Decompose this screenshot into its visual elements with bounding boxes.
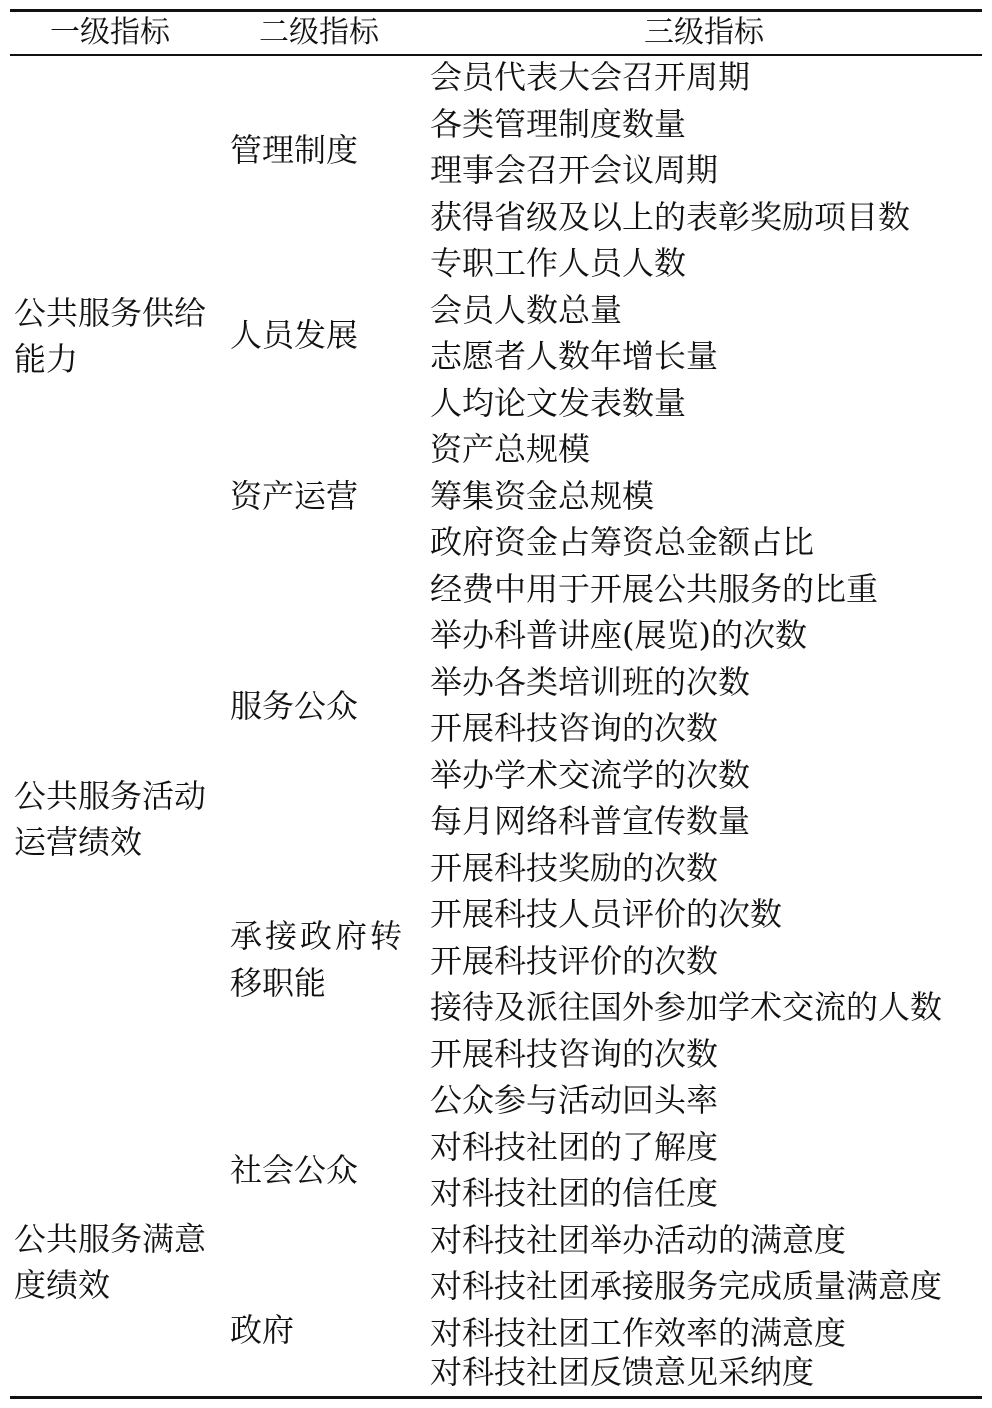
level1-line: 运营绩效: [14, 823, 143, 861]
level1-line: 度绩效: [14, 1266, 111, 1304]
level3-item: 人均论文发表数量: [430, 384, 687, 422]
level3-item: 政府资金占筹资总金额占比: [430, 523, 815, 561]
level3-item: 每月网络科普宣传数量: [430, 802, 751, 840]
header-level2: 二级指标: [259, 15, 379, 50]
level3-item: 对科技社团的信任度: [430, 1174, 719, 1212]
level3-item: 经费中用于开展公共服务的比重: [430, 570, 879, 608]
level1-line: 公共服务满意: [14, 1220, 207, 1258]
level3-item: 开展科技奖励的次数: [430, 849, 719, 887]
level2-line: 政府: [230, 1311, 295, 1349]
level2-line: 资产运营: [230, 477, 359, 515]
level3-item: 对科技社团举办活动的满意度: [430, 1221, 847, 1259]
level2-line: 移职能: [230, 964, 327, 1002]
level3-item: 对科技社团工作效率的满意度: [430, 1314, 847, 1352]
header-level3: 三级指标: [644, 15, 764, 50]
level3-item: 专职工作人员人数: [430, 244, 687, 282]
level1-line: 能力: [14, 340, 79, 378]
header-level1: 一级指标: [50, 15, 170, 50]
level3-item: 举办学术交流学的次数: [430, 756, 751, 794]
level3-item: 会员人数总量: [430, 291, 623, 329]
level3-item: 筹集资金总规模: [430, 477, 655, 515]
level3-item: 志愿者人数年增长量: [430, 337, 719, 375]
level3-item: 会员代表大会召开周期: [430, 58, 751, 96]
level3-item: 对科技社团反馈意见采纳度: [430, 1353, 815, 1391]
level3-item: 举办各类培训班的次数: [430, 663, 751, 701]
level3-item: 理事会召开会议周期: [430, 151, 719, 189]
level2-line: 管理制度: [230, 131, 359, 169]
level3-item: 接待及派往国外参加学术交流的人数: [430, 988, 943, 1026]
level3-item: 开展科技评价的次数: [430, 942, 719, 980]
level3-item: 举办科普讲座(展览)的次数: [430, 616, 807, 654]
level2-line: 人员发展: [230, 316, 359, 354]
table-bottom-rule: [10, 1396, 982, 1399]
level3-item: 各类管理制度数量: [430, 105, 687, 143]
level3-item: 对科技社团的了解度: [430, 1128, 719, 1166]
level2-line: 社会公众: [230, 1151, 359, 1189]
level3-item: 公众参与活动回头率: [430, 1081, 719, 1119]
level3-item: 对科技社团承接服务完成质量满意度: [430, 1267, 943, 1305]
level3-item: 资产总规模: [430, 430, 591, 468]
level3-item: 开展科技咨询的次数: [430, 1035, 719, 1073]
level3-item: 开展科技咨询的次数: [430, 709, 719, 747]
level1-line: 公共服务活动: [14, 777, 207, 815]
level2-line: 承接政府转: [230, 917, 406, 955]
level1-line: 公共服务供给: [14, 294, 207, 332]
level3-item: 开展科技人员评价的次数: [430, 895, 783, 933]
level3-item: 获得省级及以上的表彰奖励项目数: [430, 198, 911, 236]
level2-line: 服务公众: [230, 687, 359, 725]
